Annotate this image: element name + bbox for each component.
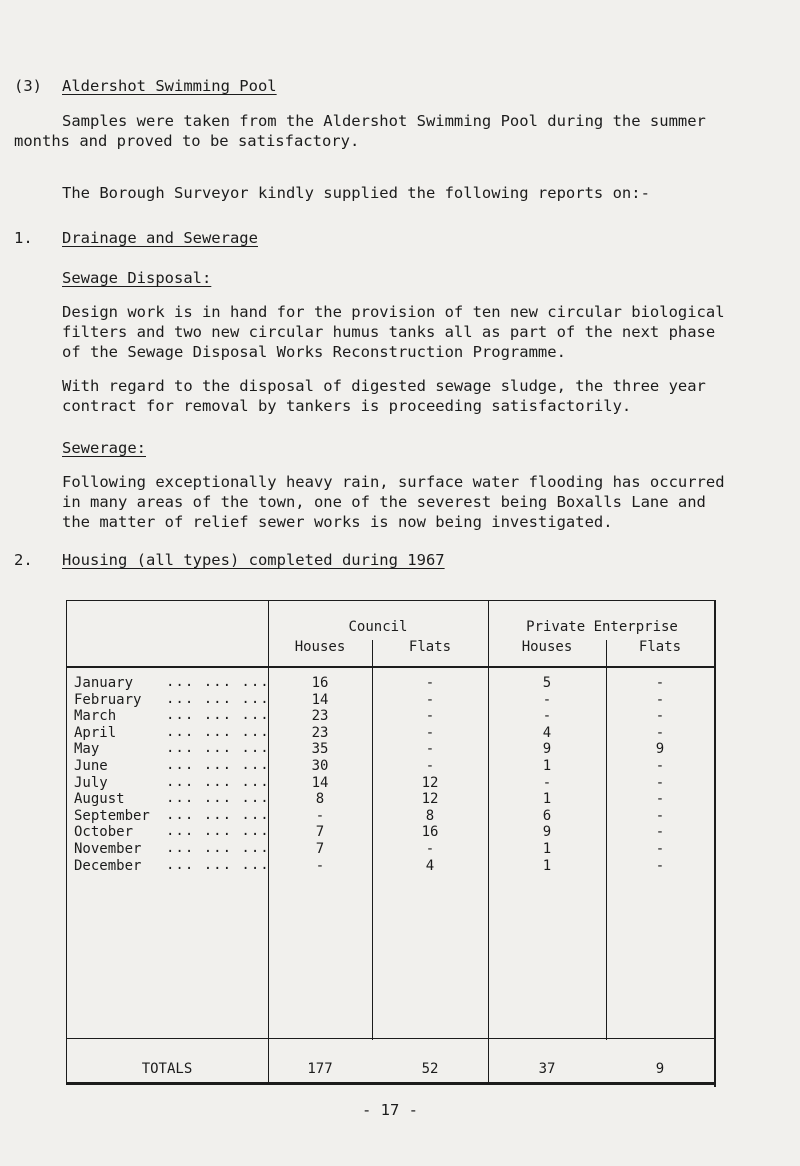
paragraph-line: Following exceptionally heavy rain, surface water flooding has occurred <box>62 473 725 491</box>
month-label: July <box>74 774 108 791</box>
table-cell: - <box>655 857 665 874</box>
table-cell: - <box>425 708 435 725</box>
leader-dots: ... ... ... <box>166 840 270 856</box>
total-private-flats: 9 <box>655 1061 665 1077</box>
leader-dots: ... ... ... <box>166 856 270 873</box>
table-cell: 5 <box>542 675 552 691</box>
leader-dots: ... ... ... <box>166 773 270 790</box>
page-number: - 17 - <box>362 1101 418 1119</box>
month-label: September <box>74 807 150 824</box>
table-cell: - <box>425 724 435 741</box>
table-cell: - <box>655 774 665 791</box>
total-council-houses: 177 <box>307 1061 333 1077</box>
table-cell: - <box>315 857 325 874</box>
paragraph-line: in many areas of the town, one of the severest being Boxalls Lane and <box>62 493 706 511</box>
paragraph-line: Design work is in hand for the provision of ten new circular biological <box>62 303 725 321</box>
table-cell: 1 <box>542 791 552 808</box>
item-number: 2. <box>14 551 33 569</box>
month-label: February <box>74 691 142 708</box>
month-label: March <box>74 708 117 725</box>
table-cell: 1 <box>542 758 552 774</box>
table-border <box>714 600 716 1087</box>
table-cell: - <box>655 807 665 824</box>
header-private-flats: Flats <box>638 639 682 655</box>
header-council: Council <box>348 619 408 635</box>
header-council-flats: Flats <box>408 639 452 655</box>
month-label: January <box>74 675 134 691</box>
leader-dots: ... ... ... <box>166 790 270 807</box>
totals-label: TOTALS <box>141 1061 193 1077</box>
paragraph-line: months and proved to be satisfactory. <box>14 132 360 150</box>
table-cell: 8 <box>425 807 435 824</box>
month-label: October <box>74 824 134 841</box>
table-cell: - <box>425 841 435 857</box>
table-cell: 1 <box>542 857 552 874</box>
total-private-houses: 37 <box>538 1061 556 1077</box>
housing-table <box>66 600 716 1085</box>
table-cell: - <box>425 675 435 691</box>
header-council-houses: Houses <box>294 639 346 655</box>
subheading: Sewage Disposal: <box>62 269 212 287</box>
leader-dots: ... ... ... <box>166 674 270 690</box>
table-cell: - <box>655 791 665 808</box>
table-cell: 12 <box>421 774 439 791</box>
table-cell: 23 <box>311 708 329 725</box>
leader-dots: ... ... ... <box>166 707 270 724</box>
item-number: 1. <box>14 229 33 247</box>
table-cell: 16 <box>311 675 329 691</box>
table-cell: - <box>655 691 665 708</box>
table-cell: - <box>542 774 552 791</box>
table-cell: - <box>655 824 665 841</box>
section-number: (3) <box>14 77 42 95</box>
table-cell: 35 <box>311 741 329 758</box>
table-cell: 7 <box>315 824 325 841</box>
month-label: May <box>74 741 100 758</box>
paragraph-line: of the Sewage Disposal Works Reconstruction Programme. <box>62 343 566 361</box>
leader-dots: ... ... ... <box>166 740 270 757</box>
month-label: November <box>74 841 142 857</box>
paragraph-line: contract for removal by tankers is proceeding satisfactorily. <box>62 397 632 415</box>
header-private-houses: Houses <box>521 639 573 655</box>
paragraph-line: With regard to the disposal of digested sewage sludge, the three year <box>62 377 706 395</box>
item-heading: Drainage and Sewerage <box>62 229 258 247</box>
table-rule <box>66 666 716 668</box>
leader-dots: ... ... ... <box>166 757 270 773</box>
leader-dots: ... ... ... <box>166 690 270 707</box>
month-label: August <box>74 791 125 808</box>
month-label: April <box>74 724 117 741</box>
table-cell: - <box>655 708 665 725</box>
table-cell: 6 <box>542 807 552 824</box>
table-cell: 23 <box>311 724 329 741</box>
table-cell: 30 <box>311 758 329 774</box>
table-cell: - <box>655 758 665 774</box>
table-cell: - <box>655 841 665 857</box>
table-rule <box>66 1038 716 1039</box>
table-cell: 9 <box>542 741 552 758</box>
table-cell: - <box>425 741 435 758</box>
table-cell: 4 <box>425 857 435 874</box>
table-border <box>66 1082 716 1085</box>
paragraph-line: the matter of relief sewer works is now being investigated. <box>62 513 613 531</box>
table-cell: - <box>425 691 435 708</box>
paragraph-line: Samples were taken from the Aldershot Swimming Pool during the summer <box>62 112 706 130</box>
table-cell: 9 <box>542 824 552 841</box>
table-cell: 7 <box>315 841 325 857</box>
table-cell: - <box>425 758 435 774</box>
table-cell: - <box>655 675 665 691</box>
table-cell: 8 <box>315 791 325 808</box>
month-label: December <box>74 857 142 874</box>
table-cell: 12 <box>421 791 439 808</box>
table-cell: 16 <box>421 824 439 841</box>
paragraph-line: filters and two new circular humus tanks all as part of the next phase <box>62 323 716 341</box>
leader-dots: ... ... ... <box>166 823 270 840</box>
section-heading: Aldershot Swimming Pool <box>62 77 277 95</box>
paragraph-line: The Borough Surveyor kindly supplied the following reports on:- <box>62 184 650 202</box>
table-cell: 1 <box>542 841 552 857</box>
subheading: Sewerage: <box>62 439 146 457</box>
table-cell: - <box>542 691 552 708</box>
table-cell: 14 <box>311 691 329 708</box>
month-label: June <box>74 758 108 774</box>
table-cell: 9 <box>655 741 665 758</box>
item-heading: Housing (all types) completed during 1967 <box>62 551 445 569</box>
table-border <box>66 600 67 1085</box>
leader-dots: ... ... ... <box>166 723 270 740</box>
header-private-enterprise: Private Enterprise <box>526 619 678 635</box>
leader-dots: ... ... ... <box>166 806 270 823</box>
table-cell: - <box>655 724 665 741</box>
total-council-flats: 52 <box>421 1061 439 1077</box>
table-cell: - <box>315 807 325 824</box>
table-cell: 14 <box>311 774 329 791</box>
table-border <box>66 600 716 601</box>
table-cell: 4 <box>542 724 552 741</box>
table-cell: - <box>542 708 552 725</box>
